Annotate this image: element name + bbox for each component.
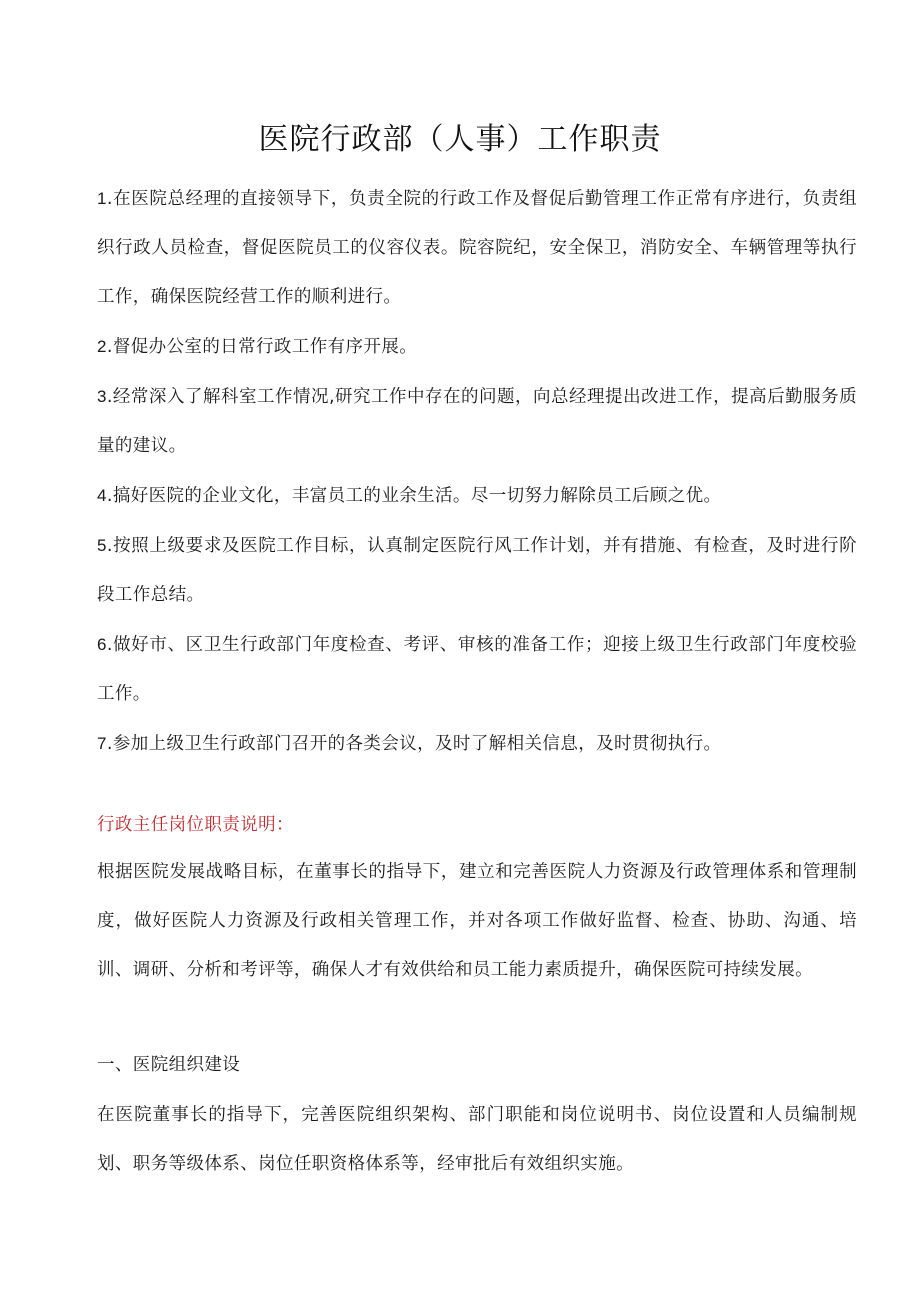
duty-item-2 — [97, 322, 857, 372]
duty-item-1 — [97, 174, 857, 322]
section-description: 根据医院发展战略目标，在董事长的指导下，建立和完善医院人力资源及行政管理体系和管理制度，做好医院人力资源及行政相关管理工作，并对各项工作做好监督、检查、协助、沟通、培训、调研、分析和考评等，确保人才有效供给和员工能力素质提升，确保医院可持续发展。 — [97, 862, 857, 980]
duty-text: .在医院总经理的直接领导下，负责全院的行政工作及督促后勤管理工作正常有序进行，负责组织行政人员检查，督促医院员工的仪容仪表。院容院纪，安全保卫，消防安全、车辆管理等执行工作，确保医院经营工作的顺利进行。 — [97, 189, 857, 307]
duty-text: .督促办公室的日常行政工作有序开展。 — [106, 337, 418, 357]
duty-number: 7 — [97, 734, 107, 753]
duty-number: 3 — [97, 387, 107, 406]
duty-number: 6 — [97, 635, 107, 654]
duty-text: .按照上级要求及医院工作目标，认真制定医院行风工作计划，并有措施、有检查，及时进行阶段工作总结。 — [97, 536, 857, 605]
subsection-heading: 一、医院组织建设 — [97, 1055, 241, 1075]
duty-item-4 — [97, 471, 857, 521]
duty-item-6 — [97, 620, 857, 719]
duty-item-3 — [97, 372, 857, 471]
duty-number: 5 — [97, 536, 107, 555]
document-title: 医院行政部（人事）工作职责 — [258, 122, 662, 157]
duty-item-7 — [97, 719, 857, 769]
section-heading: 行政主任岗位职责说明： — [97, 815, 294, 835]
subsection-body: 在医院董事长的指导下，完善医院组织架构、部门职能和岗位说明书、岗位设置和人员编制规划、职务等级体系、岗位任职资格体系等，经审批后有效组织实施。 — [97, 1105, 857, 1174]
duty-text: .经常深入了解科室工作情况,研究工作中存在的问题，向总经理提出改进工作，提高后勤服务质量的建议。 — [97, 387, 857, 456]
duties-list — [97, 174, 857, 769]
duty-text: .搞好医院的企业文化，丰富员工的业余生活。尽一切努力解除员工后顾之优。 — [106, 486, 722, 506]
duty-text: .参加上级卫生行政部门召开的各类会议，及时了解相关信息，及时贯彻执行。 — [106, 734, 722, 754]
duty-text: .做好市、区卫生行政部门年度检查、考评、审核的准备工作；迎接上级卫生行政部门年度校验工作。 — [97, 635, 857, 704]
duty-number: 2 — [97, 337, 107, 356]
duty-item-5 — [97, 521, 857, 620]
duty-number: 4 — [97, 486, 107, 505]
duty-number: 1 — [97, 189, 107, 208]
